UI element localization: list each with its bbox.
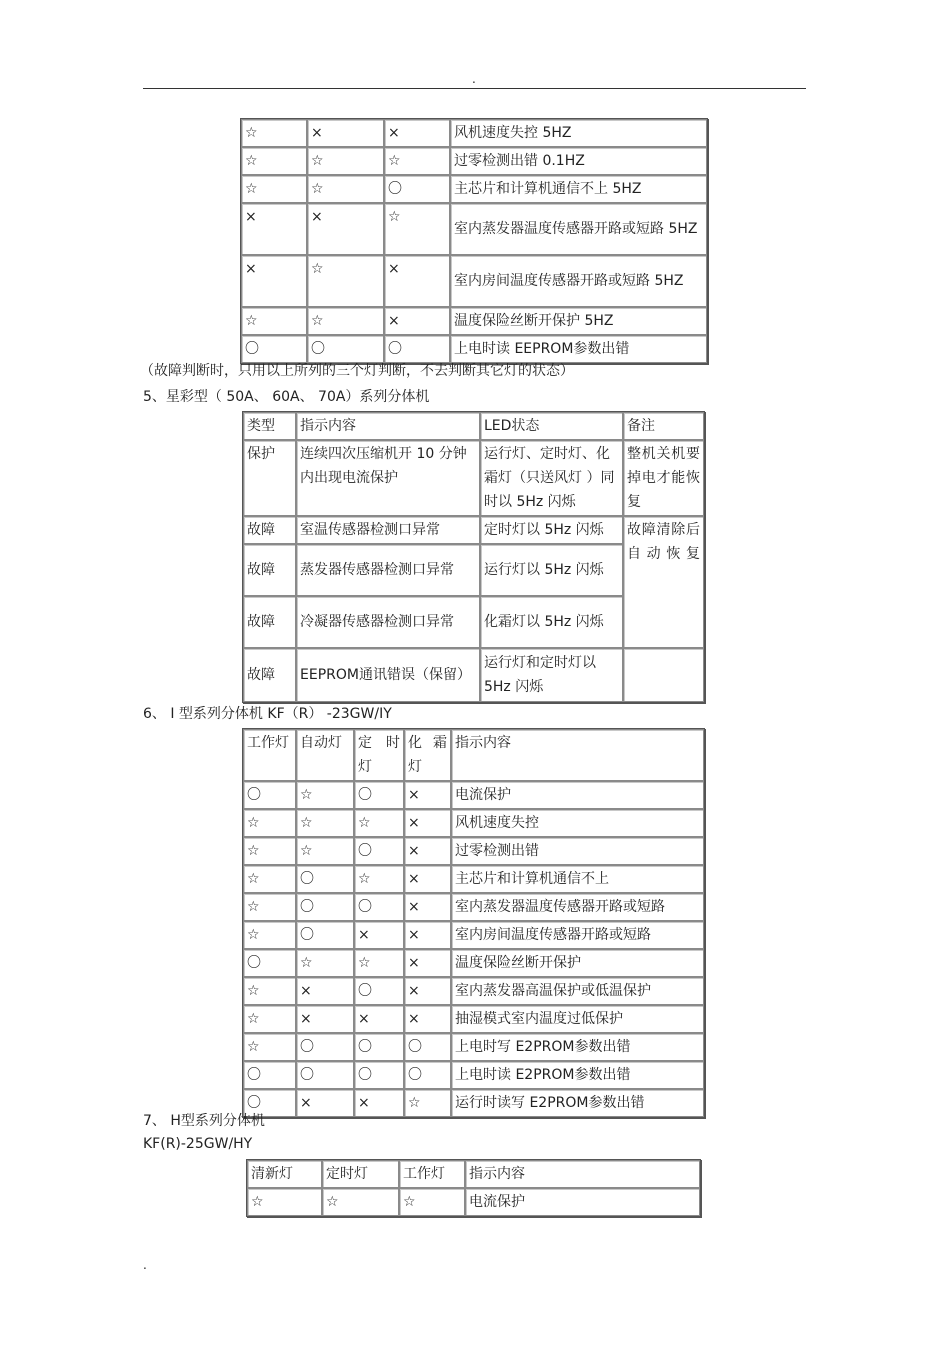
status-cell: ☆ [243,921,296,949]
status-cell: × [404,893,451,921]
status-cell: 〇 [296,1061,354,1089]
header-cell: LED状态 [480,412,623,440]
header-cell: 化 霜灯 [404,729,451,781]
note-cell: 故障清除后自动恢复 [623,516,704,648]
table-header-row [243,729,704,781]
status-cell: 〇 [354,1061,404,1089]
table-row [243,1061,704,1089]
header-cell: 备注 [623,412,704,440]
status-cell: ☆ [354,865,404,893]
type-cell: 保护 [243,440,296,516]
status-cell: × [307,203,384,255]
status-cell: × [404,865,451,893]
status-cell: 〇 [296,865,354,893]
status-cell: × [404,921,451,949]
header-cell: 指示内容 [451,729,704,781]
header-cell: 指示内容 [465,1160,700,1188]
status-cell: × [296,977,354,1005]
table-row [243,781,704,809]
desc-cell: 室内房间温度传感器开路或短路 5HZ [450,255,707,307]
table-row [243,837,704,865]
status-cell: × [354,921,404,949]
status-cell: × [354,1005,404,1033]
status-cell: × [404,977,451,1005]
type-cell: 故障 [243,596,296,648]
desc-cell: 主芯片和计算机通信不上 [451,865,704,893]
header-cell: 自动灯 [296,729,354,781]
header-cell: 类型 [243,412,296,440]
table-row [243,516,704,544]
status-cell: 〇 [354,781,404,809]
status-cell: × [296,1089,354,1117]
desc-cell: 电流保护 [465,1188,700,1216]
desc-cell: 主芯片和计算机通信不上 5HZ [450,175,707,203]
desc-cell: 电流保护 [451,781,704,809]
status-cell: ☆ [241,307,307,335]
status-cell: ☆ [307,307,384,335]
table-row [243,977,704,1005]
section-7-model: KF(R)-25GW/HY [143,1136,253,1152]
table-row [241,307,707,335]
table-header-row [243,412,704,440]
table-header-row [247,1160,700,1188]
desc-cell: 上电时读 EEPROM参数出错 [450,335,707,363]
desc-cell: 运行时读写 E2PROM参数出错 [451,1089,704,1117]
table-row [243,440,704,516]
status-cell: × [404,1005,451,1033]
status-cell: 〇 [354,893,404,921]
header-cell: 工作灯 [399,1160,465,1188]
status-cell: 〇 [404,1033,451,1061]
status-cell: ☆ [241,119,307,147]
desc-cell: 抽湿模式室内温度过低保护 [451,1005,704,1033]
status-cell: ☆ [404,1089,451,1117]
status-cell: 〇 [243,1061,296,1089]
header-cell: 定时灯 [322,1160,399,1188]
status-cell: ☆ [241,147,307,175]
content-cell: 蒸发器传感器检测口异常 [296,544,480,596]
status-cell: 〇 [307,335,384,363]
section-7-table [246,1159,701,1217]
table-row [243,893,704,921]
content-cell: 连续四次压缩机开 10 分钟内出现电流保护 [296,440,480,516]
desc-cell: 上电时读 E2PROM参数出错 [451,1061,704,1089]
status-cell: ☆ [241,175,307,203]
status-cell: 〇 [243,1089,296,1117]
status-cell: ☆ [322,1188,399,1216]
status-cell: ☆ [243,893,296,921]
table-row [243,809,704,837]
header-rule [143,88,806,89]
status-cell: ☆ [243,1005,296,1033]
status-cell: × [404,837,451,865]
content-cell: EEPROM通讯错误（保留） [296,648,480,702]
table-row [243,1033,704,1061]
section-5-heading: 5、星彩型（ 50A、 60A、 70A）系列分体机 [143,389,430,405]
table-row [241,255,707,307]
status-cell: 〇 [296,893,354,921]
status-cell: ☆ [399,1188,465,1216]
status-cell: × [307,119,384,147]
status-cell: 〇 [404,1061,451,1089]
desc-cell: 室内蒸发器温度传感器开路或短路 5HZ [450,203,707,255]
status-cell: 〇 [243,949,296,977]
status-cell: ☆ [247,1188,322,1216]
led-cell: 运行灯、定时灯、化霜灯（只送风灯 ）同时以 5Hz 闪烁 [480,440,623,516]
status-cell: ☆ [354,949,404,977]
table-row [241,175,707,203]
header-cell: 定 时灯 [354,729,404,781]
table-row [243,1005,704,1033]
status-cell: 〇 [243,781,296,809]
status-cell: ☆ [243,865,296,893]
desc-cell: 风机速度失控 [451,809,704,837]
status-cell: ☆ [384,147,450,175]
type-cell: 故障 [243,516,296,544]
table-row [243,648,704,702]
status-cell: ☆ [296,949,354,977]
status-cell: × [384,119,450,147]
fault-table-continued [240,118,708,364]
status-cell: ☆ [307,255,384,307]
type-cell: 故障 [243,648,296,702]
status-cell: × [404,781,451,809]
led-cell: 化霜灯以 5Hz 闪烁 [480,596,623,648]
status-cell: ☆ [354,809,404,837]
header-mark: . [472,72,476,86]
header-cell: 清新灯 [247,1160,322,1188]
content-cell: 冷凝器传感器检测口异常 [296,596,480,648]
fault-note: （故障判断时，只用以上所列的三个灯判断，不去判断其它灯的状态） [140,363,574,379]
status-cell: ☆ [296,809,354,837]
table-row [241,203,707,255]
status-cell: ☆ [243,977,296,1005]
status-cell: × [384,307,450,335]
footer-mark: . [143,1258,147,1272]
status-cell: × [404,949,451,977]
table-row [241,335,707,363]
status-cell: × [384,255,450,307]
desc-cell: 温度保险丝断开保护 5HZ [450,307,707,335]
type-cell: 故障 [243,544,296,596]
table-row [241,119,707,147]
table-row [247,1188,700,1216]
status-cell: 〇 [296,1033,354,1061]
desc-cell: 过零检测出错 0.1HZ [450,147,707,175]
status-cell: ☆ [296,781,354,809]
desc-cell: 风机速度失控 5HZ [450,119,707,147]
desc-cell: 上电时写 E2PROM参数出错 [451,1033,704,1061]
status-cell: 〇 [354,977,404,1005]
table-row [243,949,704,977]
table-row [241,147,707,175]
status-cell: × [241,255,307,307]
table-row [243,865,704,893]
status-cell: × [354,1089,404,1117]
content-cell: 室温传感器检测口异常 [296,516,480,544]
status-cell: ☆ [296,837,354,865]
led-cell: 运行灯以 5Hz 闪烁 [480,544,623,596]
led-cell: 定时灯以 5Hz 闪烁 [480,516,623,544]
status-cell: × [241,203,307,255]
status-cell: 〇 [384,175,450,203]
desc-cell: 室内蒸发器温度传感器开路或短路 [451,893,704,921]
status-cell: × [404,809,451,837]
note-cell [623,648,704,702]
header-cell: 指示内容 [296,412,480,440]
status-cell: 〇 [296,921,354,949]
status-cell: 〇 [354,1033,404,1061]
status-cell: ☆ [243,809,296,837]
note-cell: 整机关机要掉电才能恢复 [623,440,704,516]
status-cell: 〇 [384,335,450,363]
status-cell: × [296,1005,354,1033]
table-row [243,921,704,949]
status-cell: ☆ [243,1033,296,1061]
led-cell: 运行灯和定时灯以 5Hz 闪烁 [480,648,623,702]
status-cell: 〇 [241,335,307,363]
desc-cell: 温度保险丝断开保护 [451,949,704,977]
desc-cell: 室内房间温度传感器开路或短路 [451,921,704,949]
desc-cell: 过零检测出错 [451,837,704,865]
section-6-heading: 6、 I 型系列分体机 KF（R） -23GW/IY [143,706,392,722]
status-cell: ☆ [307,147,384,175]
status-cell: ☆ [307,175,384,203]
section-6-table [242,728,705,1118]
status-cell: ☆ [243,837,296,865]
table-row [243,1089,704,1117]
status-cell: 〇 [354,837,404,865]
section-5-table [242,411,705,703]
header-cell: 工作灯 [243,729,296,781]
status-cell: ☆ [384,203,450,255]
section-7-heading: 7、 H型系列分体机 [143,1113,265,1129]
desc-cell: 室内蒸发器高温保护或低温保护 [451,977,704,1005]
